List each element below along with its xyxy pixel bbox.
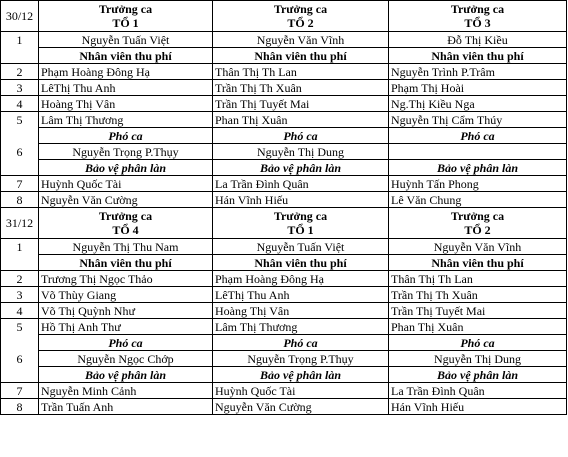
section-label: Phó ca: [39, 128, 213, 144]
team-label: TỔ 3: [464, 16, 491, 30]
person-cell: Phạm Thị Hoài: [389, 80, 567, 96]
person-cell: Nguyễn Thị Dung: [389, 351, 567, 367]
row-number: 6: [1, 144, 39, 160]
person-cell: Trần Tuấn Anh: [39, 399, 213, 415]
section-label: Bảo vệ phân làn: [39, 160, 213, 176]
section-header-row: [1, 160, 567, 176]
person-cell: Thân Thị Th Lan: [389, 271, 567, 287]
section-label: Phó ca: [39, 335, 213, 351]
section-label: Nhân viên thu phí: [39, 255, 213, 271]
table-row: [1, 351, 567, 367]
row-number: [1, 128, 39, 144]
row-number: 5: [1, 112, 39, 128]
person-cell: Phạm Hoàng Đông Hạ: [39, 64, 213, 80]
section-header-row: [1, 367, 567, 383]
row-number: 2: [1, 271, 39, 287]
person-cell: Huỳnh Tấn Phong: [389, 176, 567, 192]
person-cell: [389, 144, 567, 160]
person-cell: Nguyễn Trọng P.Thụy: [213, 351, 389, 367]
person-cell: LêThị Thu Anh: [39, 80, 213, 96]
person-cell: Hoàng Thị Vân: [213, 303, 389, 319]
row-number: [1, 48, 39, 64]
person-cell: Huỳnh Quốc Tài: [39, 176, 213, 192]
row-number: 3: [1, 287, 39, 303]
table-row: [1, 192, 567, 208]
person-cell: Hoàng Thị Vân: [39, 96, 213, 112]
table-row: [1, 383, 567, 399]
team-header: [213, 1, 389, 32]
date-cell: 30/12: [1, 1, 39, 32]
team-label: TỔ 4: [112, 223, 139, 237]
person-cell: Nguyễn Thị Dung: [213, 144, 389, 160]
row-number: 8: [1, 192, 39, 208]
person-cell: Thân Thị Th Lan: [213, 64, 389, 80]
person-cell: Võ Thùy Giang: [39, 287, 213, 303]
table-row: [1, 32, 567, 48]
row-number: 5: [1, 319, 39, 335]
row-number: 7: [1, 176, 39, 192]
table-row: [1, 271, 567, 287]
table-row: [1, 176, 567, 192]
person-cell: LêThị Thu Anh: [213, 287, 389, 303]
section-label: Bảo vệ phân làn: [389, 367, 567, 383]
person-cell: Nguyễn Tuấn Việt: [213, 239, 389, 255]
shift-leader-label: Trưởng ca: [450, 209, 505, 223]
row-number: 2: [1, 64, 39, 80]
person-cell: La Trần Đình Quân: [213, 176, 389, 192]
section-label: Nhân viên thu phí: [389, 48, 567, 64]
team-label: TỔ 2: [287, 16, 314, 30]
section-label: Bảo vệ phân làn: [39, 367, 213, 383]
table-row: [1, 303, 567, 319]
person-cell: Hồ Thị Anh Thư: [39, 319, 213, 335]
person-cell: Trần Thị Tuyết Mai: [213, 96, 389, 112]
person-cell: Huỳnh Quốc Tài: [213, 383, 389, 399]
person-cell: Nguyễn Tuấn Việt: [39, 32, 213, 48]
shift-leader-label: Trưởng ca: [273, 2, 328, 16]
day2-header-row: [1, 208, 567, 239]
person-cell: La Trần Đình Quân: [389, 383, 567, 399]
section-label: Nhân viên thu phí: [39, 48, 213, 64]
row-number: 8: [1, 399, 39, 415]
person-cell: Trần Thị Th Xuân: [213, 80, 389, 96]
person-cell: Nguyễn Thị Cẩm Thúy: [389, 112, 567, 128]
section-label: Nhân viên thu phí: [213, 48, 389, 64]
team-header: [389, 208, 567, 239]
person-cell: Nguyễn Ngọc Chớp: [39, 351, 213, 367]
day1-header-row: [1, 1, 567, 32]
person-cell: Nguyễn Văn Cường: [213, 399, 389, 415]
person-cell: Lâm Thị Thương: [213, 319, 389, 335]
row-number: [1, 367, 39, 383]
section-label: Bảo vệ phân làn: [213, 160, 389, 176]
team-label: TỔ 1: [287, 223, 314, 237]
section-label: Phó ca: [213, 128, 389, 144]
person-cell: Lâm Thị Thương: [39, 112, 213, 128]
table-row: [1, 112, 567, 128]
person-cell: Hán Vĩnh Hiếu: [389, 399, 567, 415]
row-number: 4: [1, 96, 39, 112]
row-number: 7: [1, 383, 39, 399]
person-cell: Nguyễn Trình P.Trâm: [389, 64, 567, 80]
table-row: [1, 144, 567, 160]
team-header: [213, 208, 389, 239]
person-cell: Nguyễn Văn Cường: [39, 192, 213, 208]
table-row: [1, 239, 567, 255]
team-label: TỔ 1: [112, 16, 139, 30]
person-cell: Nguyễn Thị Thu Nam: [39, 239, 213, 255]
person-cell: Trần Thị Th Xuân: [389, 287, 567, 303]
person-cell: Đỗ Thị Kiều: [389, 32, 567, 48]
person-cell: Trần Thị Tuyết Mai: [389, 303, 567, 319]
person-cell: Hán Vĩnh Hiếu: [213, 192, 389, 208]
team-header: [389, 1, 567, 32]
row-number: 3: [1, 80, 39, 96]
date-cell: 31/12: [1, 208, 39, 239]
section-header-row: [1, 128, 567, 144]
person-cell: Phan Thị Xuân: [213, 112, 389, 128]
person-cell: Ng.Thị Kiều Nga: [389, 96, 567, 112]
section-header-row: [1, 255, 567, 271]
table-row: [1, 399, 567, 415]
table-row: [1, 80, 567, 96]
row-number: 4: [1, 303, 39, 319]
team-header: [39, 208, 213, 239]
row-number: [1, 255, 39, 271]
section-header-row: [1, 335, 567, 351]
section-label: Phó ca: [389, 128, 567, 144]
person-cell: Lê Văn Chung: [389, 192, 567, 208]
table-row: [1, 64, 567, 80]
row-number: [1, 160, 39, 176]
team-header: [39, 1, 213, 32]
section-label: Bảo vệ phân làn: [213, 367, 389, 383]
section-label: Nhân viên thu phí: [213, 255, 389, 271]
table-row: [1, 287, 567, 303]
person-cell: Nguyễn Minh Cảnh: [39, 383, 213, 399]
person-cell: Võ Thị Quỳnh Như: [39, 303, 213, 319]
section-label: Nhân viên thu phí: [389, 255, 567, 271]
table-row: [1, 319, 567, 335]
shift-leader-label: Trưởng ca: [98, 2, 153, 16]
row-number: [1, 335, 39, 351]
person-cell: Nguyễn Văn Vĩnh: [213, 32, 389, 48]
row-number: 1: [1, 32, 39, 48]
section-label: Phó ca: [213, 335, 389, 351]
person-cell: Nguyễn Văn Vĩnh: [389, 239, 567, 255]
shift-leader-label: Trưởng ca: [98, 209, 153, 223]
person-cell: Phan Thị Xuân: [389, 319, 567, 335]
person-cell: Phạm Hoàng Đông Hạ: [213, 271, 389, 287]
team-label: TỔ 2: [464, 223, 491, 237]
shift-leader-label: Trưởng ca: [273, 209, 328, 223]
section-label: Bảo vệ phân làn: [389, 160, 567, 176]
row-number: 6: [1, 351, 39, 367]
person-cell: Trương Thị Ngọc Thảo: [39, 271, 213, 287]
section-label: Phó ca: [389, 335, 567, 351]
table-row: [1, 96, 567, 112]
person-cell: Nguyễn Trọng P.Thụy: [39, 144, 213, 160]
row-number: 1: [1, 239, 39, 255]
shift-leader-label: Trưởng ca: [450, 2, 505, 16]
section-header-row: [1, 48, 567, 64]
